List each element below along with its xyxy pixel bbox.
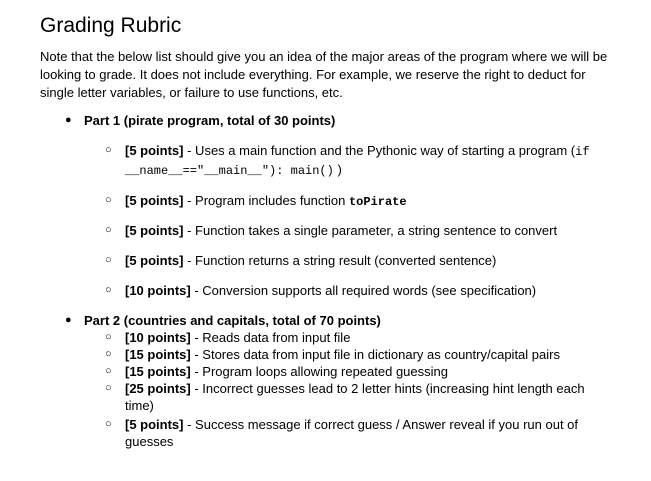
item-text: - Program includes function	[183, 193, 349, 208]
hollow-bullet-icon: ○	[105, 144, 112, 156]
hollow-bullet-icon: ○	[105, 224, 112, 236]
points-label: [5 points]	[125, 223, 184, 238]
item-text: - Function takes a single parameter, a string sentence to convert	[183, 223, 558, 238]
part-1-item-5	[105, 282, 605, 299]
part-1-item-2	[105, 192, 605, 211]
hollow-bullet-icon: ○	[105, 254, 112, 266]
item-text: - Success message if correct guess / Answer reveal if you run out of guesses	[125, 417, 579, 449]
hollow-bullet-icon: ○	[105, 382, 112, 394]
item-text: - Reads data from input file	[190, 330, 351, 345]
item-text: - Conversion supports all required words (see specification)	[190, 283, 537, 298]
code-function-name: toPirate	[348, 195, 407, 209]
part-2-item-3	[105, 363, 605, 380]
code-snippet: if	[575, 145, 590, 159]
item-text: - Stores data from input file in dictionary as country/capital pairs	[190, 347, 560, 362]
points-label: [5 points]	[125, 143, 184, 158]
item-text: - Function returns a string result (converted sentence)	[183, 253, 497, 268]
part-1-heading-text: Part 1 (pirate program, total of 30 points)	[84, 113, 336, 128]
part-1-heading	[65, 112, 336, 129]
intro-note: Note that the below list should give you an idea of the major areas of the program where we will be looking to grade. It does not include everything. For example, we reserve the right to deduct for single letter variables, or failure to use functions, etc.	[40, 49, 608, 100]
item-text: - Uses a main function and the Pythonic way of starting a program (	[183, 143, 576, 158]
page-title: Grading Rubric	[40, 14, 182, 37]
code-snippet-2: __name__=="__main__"): main()	[125, 164, 334, 178]
points-label: [15 points]	[125, 347, 191, 362]
points-label: [5 points]	[125, 417, 184, 432]
part-2-heading	[65, 312, 381, 329]
hollow-bullet-icon: ○	[105, 284, 112, 296]
points-label: [10 points]	[125, 283, 191, 298]
points-label: [5 points]	[125, 193, 184, 208]
item-text-end: )	[333, 162, 342, 177]
part-1-item-4	[105, 252, 605, 269]
filled-bullet-icon: ●	[65, 314, 72, 326]
part-2-heading-text: Part 2 (countries and capitals, total of 70 points)	[84, 313, 381, 328]
part-1-item-1	[105, 142, 605, 180]
hollow-bullet-icon: ○	[105, 331, 112, 343]
filled-bullet-icon: ●	[65, 114, 72, 126]
part-2-item-1	[105, 329, 605, 346]
part-2-item-5	[105, 416, 605, 450]
hollow-bullet-icon: ○	[105, 365, 112, 377]
item-text: - Incorrect guesses lead to 2 letter hints (increasing hint length each time)	[125, 381, 585, 413]
points-label: [25 points]	[125, 381, 191, 396]
part-1-item-3	[105, 222, 605, 239]
points-label: [15 points]	[125, 364, 191, 379]
part-2-item-4	[105, 380, 605, 414]
hollow-bullet-icon: ○	[105, 348, 112, 360]
part-2-item-2	[105, 346, 605, 363]
points-label: [5 points]	[125, 253, 184, 268]
hollow-bullet-icon: ○	[105, 194, 112, 206]
hollow-bullet-icon: ○	[105, 418, 112, 430]
item-text: - Program loops allowing repeated guessing	[190, 364, 448, 379]
points-label: [10 points]	[125, 330, 191, 345]
